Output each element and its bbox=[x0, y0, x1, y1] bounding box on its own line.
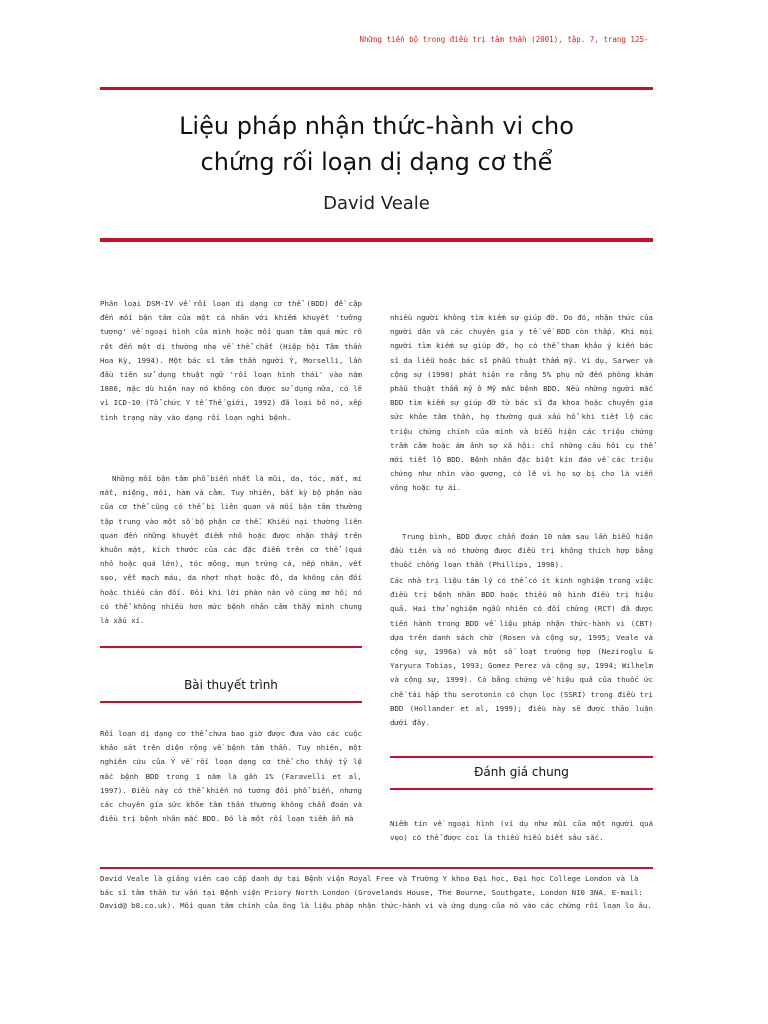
paragraph-text: Rối loạn dị dạng cơ thể chưa bao giờ được đưa vào các cuộc khảo sát trên diện rộng về bệnh tâm thần. Tuy nhiên, một nghiên cứu của Ý về rối loạn dạng cơ thể cho thấy tỷ lệ mắc bệnh BDD trong 1 năm là gần 1% (Faravelli et al, 1997). Điều này có thể khiến nó tương đối phổ biến, nhưng các chuyên gia sức khỏe tâm thần thường không chẩn đoán và điều trị bệnh nhân mắc BDD. Đó là một rối loạn tiềm ẩn mà bbox=[100, 729, 362, 824]
author-bio-footnote: David Veale là giảng viên cao cấp danh dự tại Bệnh viện Royal Free và Trường Y khoa Đại học, Đại học College London và là bác sĩ tâm thần tư vấn tại Bệnh viện Priory North London (Grovelands House, The Bourne, Southgate, London N10 3NA. E-mail: David@ b8.co.uk). Mối quan tâm chính của ông là liệu pháp nhận thức-hành vi và ứng dụng của nó vào các chứng rối loạn lo âu. bbox=[100, 874, 652, 910]
author-name: David Veale bbox=[323, 193, 430, 214]
right-paragraph-4 bbox=[390, 817, 653, 845]
article-title bbox=[100, 108, 653, 180]
right-paragraph-3 bbox=[390, 574, 653, 730]
top-divider bbox=[100, 87, 653, 90]
section-heading-assessment: Đánh giá chung bbox=[474, 765, 569, 779]
section-divider-top-right bbox=[390, 756, 653, 758]
title-line-2: chứng rối loạn dị dạng cơ thể bbox=[200, 148, 553, 176]
footer-divider bbox=[100, 867, 653, 869]
paragraph-text: Phân loại DSM-IV về rối loạn dị dạng cơ thể (BDD) đề cập đến mối bận tâm của một cá nhân với khiếm khuyết 'tưởng tượng' về ngoại hình của mình hoặc mối quan tâm quá mức rõ rệt đến một dị thường nhẹ về thể chất (Hiệp hội Tâm thần Hoa Kỳ, 1994). Một bác sĩ tâm thần người Ý, Morselli, lần đầu tiên sử dụng thuật ngữ 'rối loạn hình thái' vào năm 1886, mặc dù hiện nay nó không còn được sử dụng nữa, có lẽ vì ICD-10 (Tổ chức Y tế Thế giới, 1992) đã loại bỏ nó, xếp tình trạng này vào dạng rối loạn nghi bệnh. bbox=[100, 299, 362, 422]
section-divider-top bbox=[100, 646, 362, 648]
paragraph-text: Trung bình, BDD được chẩn đoán 10 năm sau lần biểu hiện đầu tiên và nó thường được điều trị không thích hợp bằng thuốc chống loạn thần (Phillips, 1998). bbox=[390, 532, 653, 570]
left-paragraph-2 bbox=[100, 472, 362, 628]
paragraph-text: Những mối bận tâm phổ biến nhất là mũi, da, tóc, mắt, mí mắt, miệng, môi, hàm và cằm. Tuy nhiên, bất kỳ bộ phận nào của cơ thể cũng có thể bị liên quan và mối bận tâm thường tập trung vào một số bộ phận cơ thể. Khiếu nại thường liên quan đến những khuyết điểm nhỏ hoặc được nhận thấy trên khuôn mặt, kích thước của các đặc điểm trên cơ thể (quá nhỏ hoặc quá lớn), tóc mỏng, mụn trứng cá, nếp nhăn, vết sẹo, vết mạch máu, da nhợt nhạt hoặc đỏ, da không cân đối hoặc thiếu cân đối. Đôi khi lời phàn nàn vô cùng mơ hồ; nó có thể không nhiều hơn mức bệnh nhân cảm thấy mình chung là xấu xí. bbox=[100, 474, 362, 626]
right-paragraph-2 bbox=[390, 530, 653, 573]
right-paragraph-1 bbox=[390, 311, 653, 496]
paragraph-text: Niềm tin về ngoại hình (ví dụ như mũi của một người quá vẹo) có thể được coi là thiếu hiểu biết sâu sắc. bbox=[390, 819, 653, 843]
paragraph-text: nhiều người không tìm kiếm sự giúp đỡ. Do đó, nhận thức của người dân và các chuyên gia y tế về BDD còn thấp. Khi mọi người tìm kiếm sự giúp đỡ, họ có thể tham khảo ý kiến bác sĩ da liễu hoặc bác sĩ phẫu thuật thẩm mỹ. Ví dụ, Sarwer và cộng sự (1998) phát hiện ra rằng 5% phụ nữ đến phòng khám phẫu thuật thẩm mỹ ở Mỹ mắc bệnh BDD. Nếu những người mắc BDD tìm kiếm sự giúp đỡ từ bác sĩ đa khoa hoặc chuyên gia sức khỏe tâm thần, họ thường quá xấu hổ khi tiết lộ các triệu chứng chính của mình và biểu hiện các triệu chứng trầm cảm hoặc ám ảnh sợ xã hội: chỉ những câu hỏi cụ thể mới tiết lộ BDD. Bệnh nhân đặc biệt kín đáo về các triệu chứng như nhìn vào gương, có lẽ vì họ sợ bị cho là viển vông hoặc tự ái. bbox=[390, 313, 653, 493]
left-paragraph-1 bbox=[100, 297, 362, 425]
title-divider bbox=[100, 238, 653, 242]
left-paragraph-3 bbox=[100, 727, 362, 826]
section-divider-bottom bbox=[100, 701, 362, 703]
title-line-1: Liệu pháp nhận thức-hành vi cho bbox=[179, 112, 574, 140]
paragraph-text: Các nhà trị liệu tâm lý có thể có ít kinh nghiệm trong việc điều trị bệnh nhân BDD hoặc thiếu mô hình điều trị hiệu quả. Hai thử nghiệm ngẫu nhiên có đối chứng (RCT) đã được tiến hành trong BDD về liệu pháp nhận thức-hành vi (CBT) dựa trên danh sách chờ (Rosen và cộng sự, 1995; Veale và cộng sự, 1996a) và một số loạt trường hợp (Neziroglu & Yaryura Tobias, 1993; Gomez Perez và cộng sự, 1994; Wilhelm và cộng sự, 1999). Có bằng chứng về hiệu quả của thuốc ức chế tái hấp thu serotonin có chọn lọc (SSRI) trong điều trị BDD (Hollander et al, 1999); điều này sẽ được thảo luận dưới đây. bbox=[390, 576, 653, 728]
section-divider-bottom-right bbox=[390, 788, 653, 790]
citation-header: Những tiến bộ trong điều trị tâm thần (2001), tập. 7, trang 125- bbox=[359, 35, 649, 44]
section-heading-presentation: Bài thuyết trình bbox=[184, 678, 278, 692]
